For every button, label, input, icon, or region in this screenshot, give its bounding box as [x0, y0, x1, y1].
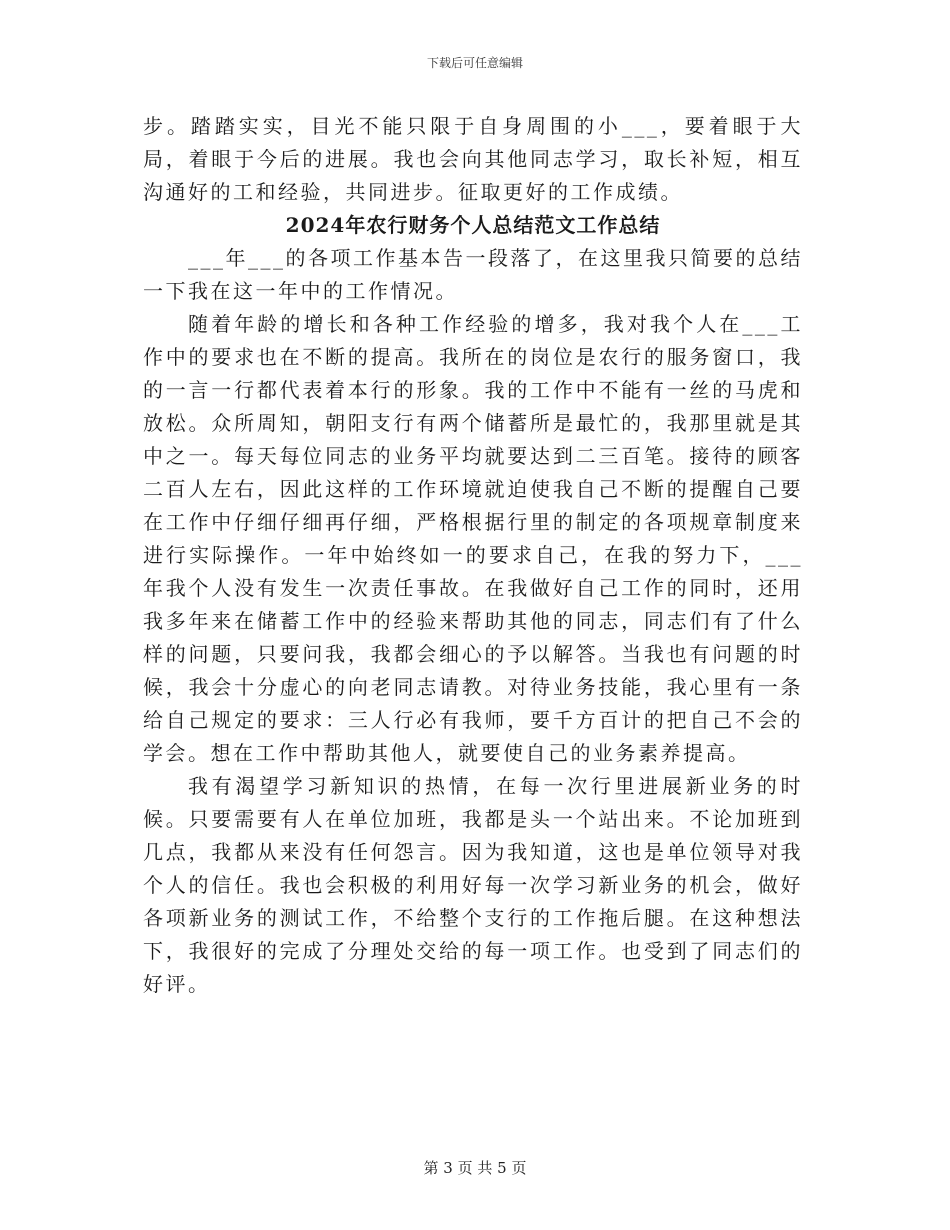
- paragraph-2: 随着年龄的增长和各种工作经验的增多，我对我个人在___工作中的要求也在不断的提高。我所在的岗位是农行的服务窗口，我的一言一行都代表着本行的形象。我的工作中不能有一丝的马虎和放松。众所周知，朝阳支行有两个储蓄所是最忙的，我那里就是其中之一。每天每位同志的业务平均就要达到二三百笔。接待的顾客二百人左右，因此这样的工作环境就迫使我自己不断的提醒自己要在工作中仔细仔细再仔细，严格根据行里的制定的各项规章制度来进行实际操作。一年中始终如一的要求自己，在我的努力下，___年我个人没有发生一次责任事故。在我做好自己工作的同时，还用我多年来在储蓄工作中的经验来帮助其他的同志，同志们有了什么样的问题，只要问我，我都会细心的予以解答。当我也有问题的时候，我会十分虚心的向老同志请教。对待业务技能，我心里有一条给自己规定的要求：三人行必有我师，要千方百计的把自己不会的学会。想在工作中帮助其他人，就要使自己的业务素养提高。: [143, 312, 803, 765]
- paragraph-1: ___年___的各项工作基本告一段落了，在这里我只简要的总结一下我在这一年中的工作情况。: [143, 246, 803, 303]
- paragraph-3: 我有渴望学习新知识的热情，在每一次行里进展新业务的时候。只要需要有人在单位加班，我都是头一个站出来。不论加班到几点，我都从来没有任何怨言。因为我知道，这也是单位领导对我个人的信任。我也会积极的利用好每一次学习新业务的机会，做好各项新业务的测试工作，不给整个支行的工作拖后腿。在这种想法下，我很好的完成了分理处交给的每一项工作。也受到了同志们的好评。: [143, 774, 803, 996]
- intro-paragraph: 步。踏踏实实，目光不能只限于自身周围的小___，要着眼于大局，着眼于今后的进展。我也会向其他同志学习，取长补短，相互沟通好的工和经验，共同进步。征取更好的工作成绩。: [143, 114, 803, 204]
- page-header: 下载后可任意编辑: [426, 56, 523, 70]
- page-number: 第 3 页 共 5 页: [423, 1159, 527, 1177]
- document-body: [143, 110, 803, 1001]
- document-title: 2024年农行财务个人总结范文工作总结: [285, 213, 661, 237]
